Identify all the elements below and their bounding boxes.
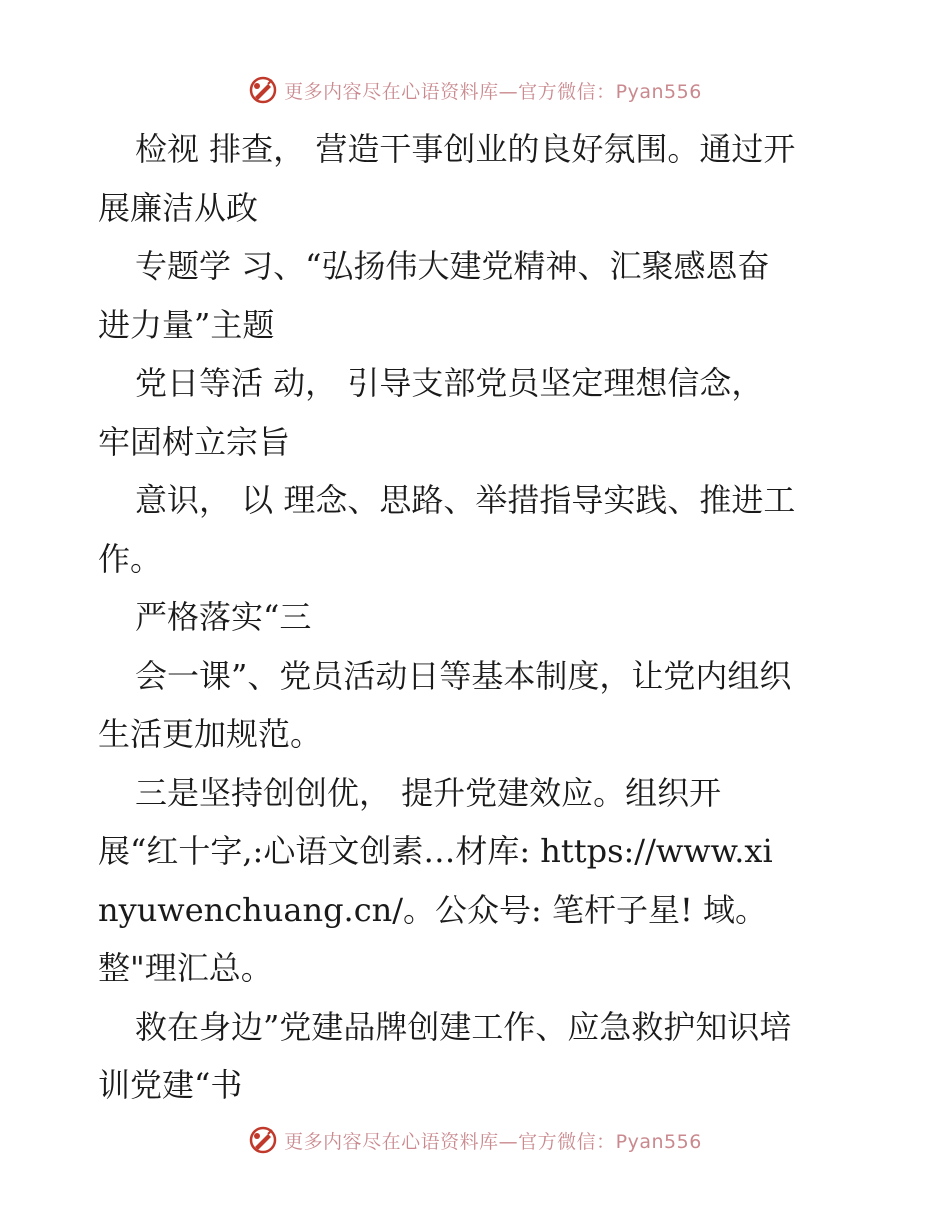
body-line: 严格落实“三 bbox=[135, 598, 312, 636]
body-line: 党日等活 动， 引导支部党员坚定理想信念， bbox=[135, 364, 764, 402]
header-watermark bbox=[0, 70, 950, 110]
body-line: 专题学 习、“弘扬伟大建党精神、汇聚感恩奋 bbox=[135, 247, 770, 285]
body-line: 展廉洁从政 bbox=[98, 188, 259, 227]
body-line: 三是坚持创创优， 提升党建效应。组织开 bbox=[135, 773, 722, 812]
body-line: 作。 bbox=[98, 539, 163, 578]
body-line: 生活更加规范。 bbox=[98, 715, 323, 753]
body-line: 检视 排查， 营造干事创业的良好氛围。通过开 bbox=[135, 130, 796, 168]
body-line: 意识， 以 理念、思路、举措指导实践、推进工 bbox=[135, 481, 796, 519]
body-line: 训党建“书 bbox=[98, 1066, 243, 1104]
body-line: 展“红十字,:心语文创素…材库: https://www.xi bbox=[98, 832, 773, 870]
body-line: 进力量”主题 bbox=[98, 305, 275, 344]
body-line: 会一课”、党员活动日等基本制度，让党内组织 bbox=[135, 656, 792, 695]
body-line: 救在身边”党建品牌创建工作、应急救护知识培 bbox=[135, 1007, 792, 1046]
body-line: 整"理汇总。 bbox=[98, 949, 273, 987]
pen-seal-logo-icon bbox=[248, 1125, 278, 1155]
footer-watermark bbox=[0, 1120, 950, 1160]
body-line: 牢固树立宗旨 bbox=[98, 422, 291, 461]
document-body bbox=[98, 120, 858, 1115]
footer-watermark-text: 更多内容尽在心语资料库—官方微信：Pyan556 bbox=[284, 1130, 702, 1153]
pen-seal-logo-icon bbox=[248, 75, 278, 105]
header-watermark-text: 更多内容尽在心语资料库—官方微信：Pyan556 bbox=[284, 80, 702, 103]
body-line: nyuwenchuang.cn/。公众号: 笔杆子星! 域。 bbox=[98, 890, 768, 929]
